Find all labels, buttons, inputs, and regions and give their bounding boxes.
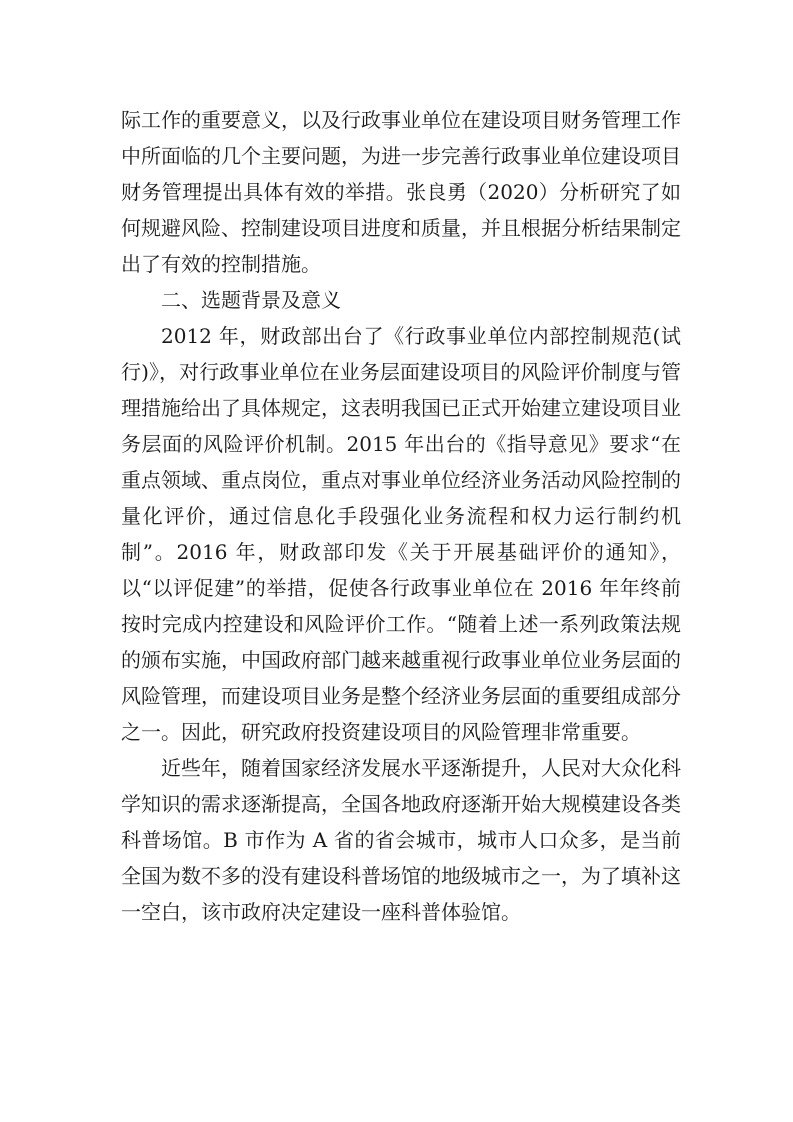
document-body [121,102,681,930]
paragraph-significance: 近些年，随着国家经济发展水平逐渐提升，人民对大众化科学知识的需求逐渐提高，全国各地政府逐渐开始大规模建设各类科普场馆。B 市作为 A 省的省会城市，城市人口众多，是当前全国为数不多的没有建设科普场馆的地级城市之一，为了填补这一空白，该市政府决定建设一座科普体验馆。 [121,756,681,924]
paragraph-continuation: 际工作的重要意义，以及行政事业单位在建设项目财务管理工作中所面临的几个主要问题，为进一步完善行政事业单位建设项目财务管理提出具体有效的举措。张良勇（2020）分析研究了如何规避风险、控制建设项目进度和质量，并且根据分析结果制定出了有效的控制措施。 [121,108,681,276]
paragraph-background: 2012 年，财政部出台了《行政事业单位内部控制规范(试行)》，对行政事业单位在业务层面建设项目的风险评价制度与管理措施给出了具体规定，这表明我国已正式开始建立建设项目业务层面的风险评价机制。2015 年出台的《指导意见》要求“在重点领域、重点岗位，重点对事业单位经济业务活动风险控制的量化评价，通过信息化手段强化业务流程和权力运行制约机制”。2016 年，财政部印发《关于开展基础评价的通知》，以“以评促建”的举措，促使各行政事业单位在 2016 年年终前按时完成内控建设和风险评价工作。“随着上述一系列政策法规的颁布实施，中国政府部门越来越重视行政事业单位业务层面的风险管理，而建设项目业务是整个经济业务层面的重要组成部分之一。因此，研究政府投资建设项目的风险管理非常重要。 [121,324,681,744]
section-heading: 二、选题背景及意义 [161,288,341,312]
